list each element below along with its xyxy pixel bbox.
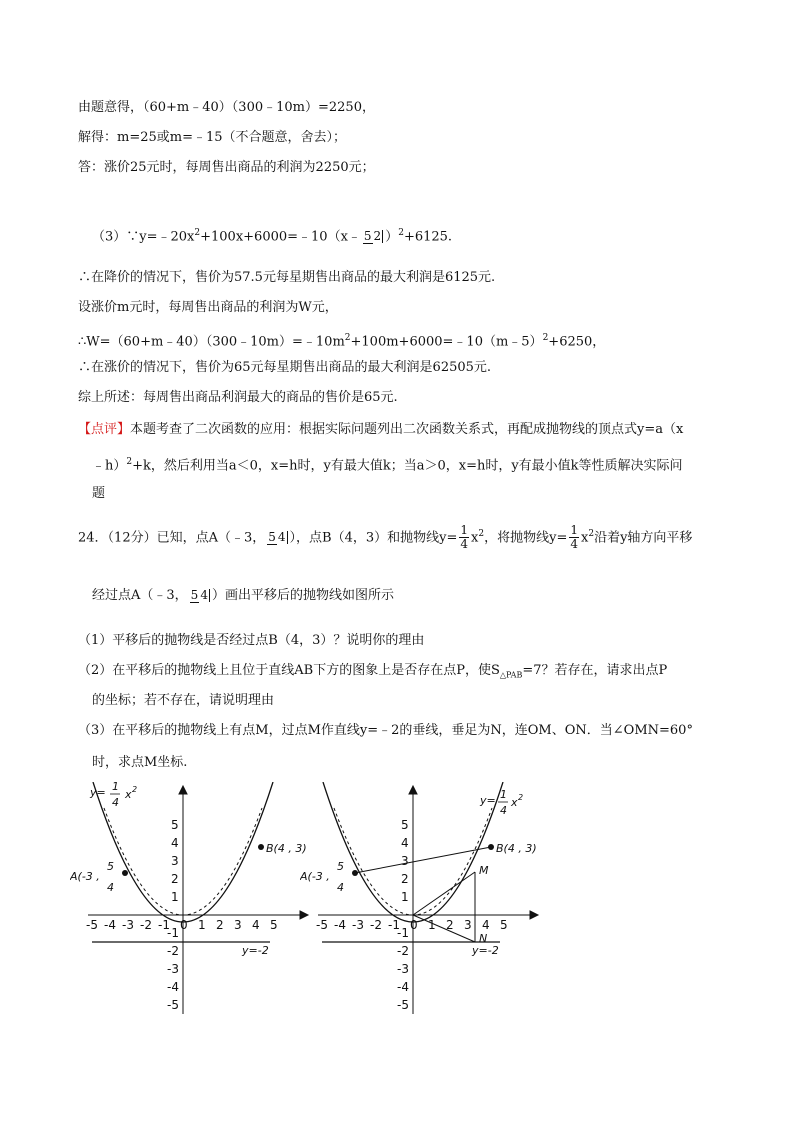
right-x-tick-label: 3 <box>464 918 472 932</box>
right-label-parabola-den: 4 <box>500 804 507 817</box>
question-24-line-1: 24．（12分）已知，点A（﹣3， 5 4 ），点B（4，3）和抛物线y= $\frac{1}{4}$ $x^2$，将抛物线y= $\frac{1}{4}$ $x^2$沿着y轴方向平移 <box>78 523 693 552</box>
right-graph <box>300 782 600 1022</box>
comment-line-1: 【点评】本题考查了二次函数的应用：根据实际问题列出二次函数关系式，再配成抛物线的顶点式y=a（x <box>78 422 684 437</box>
right-y-tick-label: 5 <box>401 818 409 832</box>
solution-line-4: $(3)\because y=﹣20x^2+100x+6000=﹣10(x﹣$ 5 2 ）$^2$+6125. <box>92 228 453 245</box>
right-y-tick-label: -4 <box>397 980 409 994</box>
left-x-tick-label: -1 <box>158 918 170 932</box>
part-3-cont: 时，求点M坐标. <box>92 755 188 770</box>
right-x-tick-label: -1 <box>388 918 400 932</box>
left-y-tick-label: -2 <box>167 944 179 958</box>
left-x-tick-label: 5 <box>270 918 278 932</box>
solution-line-3: 答：涨价25元时，每周售出商品的利润为2250元； <box>78 160 375 175</box>
right-x-tick-label: -2 <box>370 918 382 932</box>
right-point-b <box>488 844 494 850</box>
part-2: （2）在平移后的抛物线上且位于直线AB下方的图象上是否存在点P，使$S_{\triangle PAB}=7$？若存在，请求出点P <box>78 663 668 680</box>
solution-line-9: 综上所述：每周售出商品利润最大的商品的售价是65元. <box>78 390 398 405</box>
left-y-tick-label: -5 <box>167 998 179 1012</box>
fraction-1-4b: $\frac{1}{4}$ <box>570 523 578 552</box>
left-x-tick-label: -4 <box>104 918 116 932</box>
left-label-line: y=-2 <box>242 944 269 957</box>
right-segment-ab <box>355 847 491 873</box>
right-x-tick-label: 0 <box>410 918 418 932</box>
left-label-parabola-den: 4 <box>112 796 119 809</box>
right-label-a: A(-3 , <box>300 870 330 883</box>
left-y-tick-label: 1 <box>171 890 179 904</box>
right-y-tick-label: -5 <box>397 998 409 1012</box>
right-label-n: N <box>479 932 488 945</box>
right-label-parabola-exp: 2 <box>518 793 524 802</box>
fraction-5-2: 5 2 <box>363 229 382 244</box>
left-label-parabola: y= <box>90 786 106 799</box>
right-label-m: M <box>479 864 489 877</box>
left-x-tick-label: -5 <box>86 918 98 932</box>
right-label-a-den: 4 <box>337 881 344 894</box>
left-x-tick-label: 4 <box>252 918 260 932</box>
solution-line-2: 解得：m=25或m=﹣15（不合题意，舍去）； <box>78 130 347 145</box>
right-x-tick-label: 4 <box>482 918 490 932</box>
left-label-a-num: 5 <box>107 860 114 873</box>
left-axes <box>88 786 308 1014</box>
right-x-tick-label: 2 <box>446 918 454 932</box>
left-x-tick-label: -3 <box>122 918 134 932</box>
fraction-5-4c: 5 4 <box>190 588 208 602</box>
question-24-line-2: 经过点A（﹣3， 5 4 ）画出平移后的抛物线如图所示 <box>92 588 394 603</box>
left-y-tick-label: -4 <box>167 980 179 994</box>
comment-line-3: 题 <box>92 486 106 501</box>
left-label-a: A(-3 , <box>70 870 100 883</box>
solution-line-8: ∴在涨价的情况下，售价为65元每星期售出商品的最大利润是62505元. <box>78 360 492 375</box>
right-y-tick-label: 1 <box>401 890 409 904</box>
left-x-tick-label: -2 <box>140 918 152 932</box>
left-x-tick-label: 0 <box>180 918 188 932</box>
right-x-tick-label: -4 <box>334 918 346 932</box>
right-label-parabola-num: 1 <box>500 788 507 801</box>
part-2-cont: 的坐标；若不存在，请说明理由 <box>92 693 275 708</box>
right-x-ticks <box>316 918 508 932</box>
fraction-1-4: $\frac{1}{4}$ <box>460 523 469 552</box>
left-label-parabola-num: 1 <box>112 782 119 793</box>
right-x-tick-label: -3 <box>352 918 364 932</box>
right-x-tick-label: 5 <box>500 918 508 932</box>
left-label-b: B(4 , 3) <box>266 842 307 855</box>
left-point-b <box>258 844 264 850</box>
right-y-tick-label: 2 <box>401 872 409 886</box>
left-label-a-den: 4 <box>107 881 114 894</box>
comment-line-2: ﹣h）$^2$+k，然后利用当a＜0，x=h时，y有最大值k；当a＞0，x=h时，y有最小值k等性质解决实际问 <box>92 457 683 474</box>
fraction-5-4: 5 4 <box>268 530 286 545</box>
part-1: （1）平移后的抛物线是否经过点B（4，3）？说明你的理由 <box>78 633 425 648</box>
solution-line-7: $\therefore W=(60+m﹣40)(300﹣10m)=﹣10m^2+100m+6000=﹣10(m﹣5)^2+6250$， <box>78 333 606 350</box>
solution-line-6: 设涨价m元时，每周售出商品的利润为W元， <box>78 300 338 315</box>
left-y-tick-label: 2 <box>171 872 179 886</box>
right-label-parabola-x: x <box>511 796 518 809</box>
right-y-tick-label: 3 <box>401 854 409 868</box>
right-y-tick-label: -2 <box>397 944 409 958</box>
left-x-tick-label: 2 <box>216 918 224 932</box>
right-y-tick-label: -3 <box>397 962 409 976</box>
solution-line-1: 由题意得，（60+m﹣40）（300﹣10m）=2250， <box>78 100 375 115</box>
right-x-tick-label: -5 <box>316 918 328 932</box>
right-axes <box>318 786 538 1014</box>
right-label-b: B(4 , 3) <box>496 842 537 855</box>
right-y-tick-label: 4 <box>401 836 409 850</box>
right-label-parabola: y= <box>480 794 496 807</box>
right-x-tick-label: 1 <box>428 918 436 932</box>
comment-tag: 【点评】 <box>78 422 131 437</box>
left-y-tick-label: 3 <box>171 854 179 868</box>
right-segment-om <box>413 872 475 915</box>
right-point-a <box>352 870 358 876</box>
right-y-tick-label: -1 <box>397 926 409 940</box>
left-y-tick-label: 4 <box>171 836 179 850</box>
part-3: （3）在平移后的抛物线上有点M，过点M作直线y=﹣2的垂线，垂足为N，连OM、ON．当∠OMN=60° <box>78 723 693 738</box>
solution-line-5: ∴在降价的情况下，售价为57.5元每星期售出商品的最大利润是6125元. <box>78 270 496 285</box>
left-y-tick-label: -3 <box>167 962 179 976</box>
left-point-a <box>122 870 128 876</box>
left-label-parabola-exp: 2 <box>132 785 138 794</box>
left-y-tick-label: -1 <box>167 926 179 940</box>
right-label-a-num: 5 <box>337 860 344 873</box>
left-x-tick-label: 1 <box>198 918 206 932</box>
left-x-tick-label: 3 <box>234 918 242 932</box>
left-x-ticks <box>86 918 278 932</box>
left-y-tick-label: 5 <box>171 818 179 832</box>
left-label-parabola-x: x <box>125 788 132 801</box>
right-label-line: y=-2 <box>472 944 499 957</box>
